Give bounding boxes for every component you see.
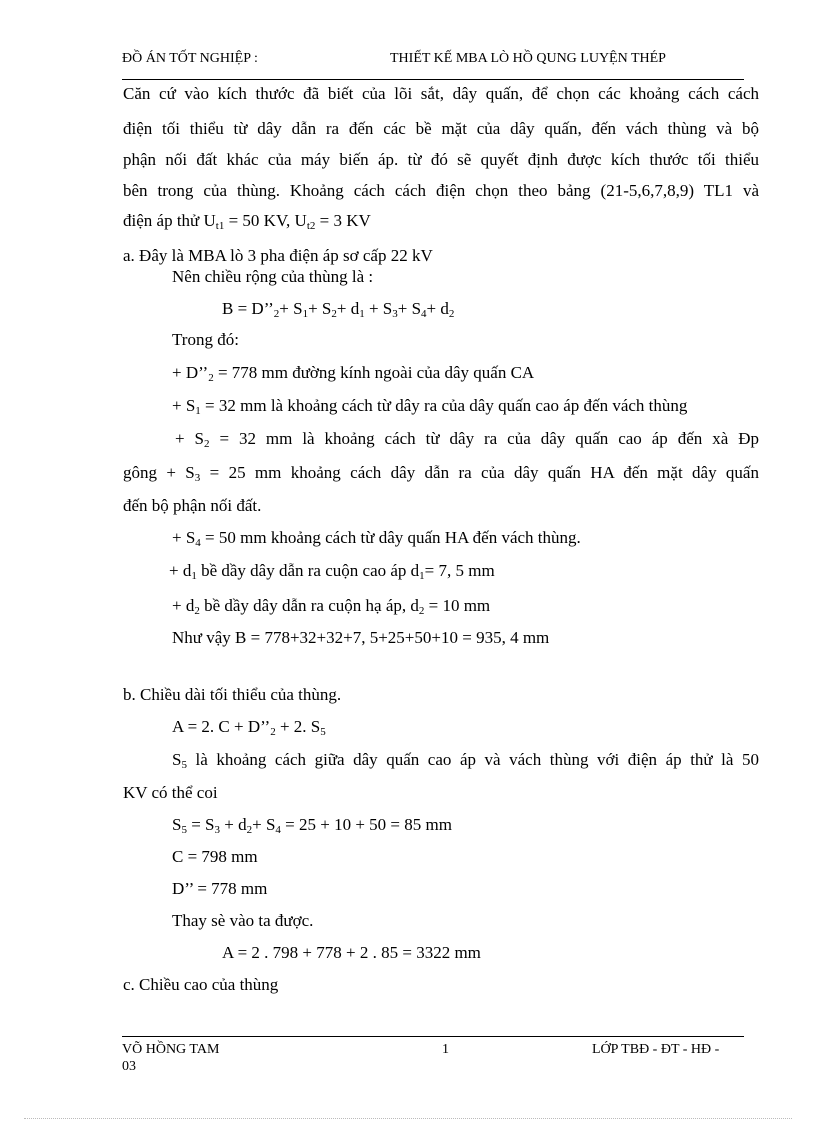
- item-s3-cont: đến bộ phận nối đất.: [123, 496, 262, 515]
- item-s3: gông + $S_3 = 25$ mm khoảng cách dây dẫn ra của dây quấn HA đến mặt dây quấn: [123, 463, 759, 484]
- width-result: Như vậy B = 778+32+32+7, 5+25+50+10 = 935, 4 mm: [172, 628, 550, 647]
- page-number: 1: [442, 1042, 449, 1057]
- header-left: ĐỒ ÁN TỐT NGHIỆP :: [122, 51, 258, 66]
- s5-definition-cont: KV có thể coi: [123, 783, 218, 802]
- item-s1: + $S_1 = 32$ mm là khoảng cách từ dây ra của dây quấn cao áp đến vách thùng: [172, 396, 688, 417]
- section-c-heading: c. Chiều cao của thùng: [123, 975, 279, 994]
- d-value: D’’ = 778 mm: [172, 879, 268, 898]
- substitution-label: Thay sè vào ta được.: [172, 911, 314, 930]
- intro-line-3: phận nối đất khác của máy biến áp. từ đó sẽ quyết định được kích thước tối thiểu: [123, 150, 759, 169]
- section-b-heading: b. Chiều dài tối thiểu của thùng.: [123, 685, 342, 704]
- footer-author-cont: 03: [122, 1059, 136, 1074]
- intro-line-2: điện tối thiểu từ dây dẫn ra đến các bề mặt của dây quấn, đến vách thùng và bộ: [123, 119, 759, 138]
- s5-equation: $S_5 = S_3 + d_2+ S_4 = 25 + 10 + 50 = 85$ mm: [172, 815, 452, 836]
- item-d2: + $D’’_2 = 778$ mm đường kính ngoài của dây quấn CA: [172, 363, 535, 384]
- footer-rule: [122, 1036, 744, 1037]
- width-formula: $B = D’’_2+ S_1+ S_2+ d_1 + S_3+ S_4+ d_2$: [222, 299, 455, 320]
- width-intro: Nên chiều rộng của thùng là :: [172, 267, 374, 286]
- footer-author: VÕ HỒNG TAM: [122, 1042, 220, 1057]
- header-rule: [122, 79, 744, 80]
- length-result: A = 2 . 798 + 778 + 2 . 85 = 3322 mm: [222, 943, 481, 962]
- where-label: Trong đó:: [172, 330, 239, 349]
- c-value: C = 798 mm: [172, 847, 258, 866]
- length-formula: A = 2. $C + D’’_2 + 2$. $S_5$: [172, 717, 326, 738]
- intro-line-5: điện áp thử $U_{t1} = 50$ KV, $U_{t2} = 3$ KV: [123, 211, 371, 232]
- header-right: THIẾT KẾ MBA LÒ HỒ QUNG LUYỆN THÉP: [390, 51, 666, 66]
- footer-class: LỚP TBĐ - ĐT - HĐ -: [592, 1042, 720, 1057]
- item-d1: + $d_1$ bề dầy dây dẫn ra cuộn cao áp $d_1= 7$, 5 mm: [169, 561, 495, 582]
- item-s2: + $S_2 = 32$ mm là khoảng cách từ dây ra của dây quấn cao áp đến xà Đp: [175, 429, 760, 450]
- section-a-heading: a. Đây là MBA lò 3 pha điện áp sơ cấp 22 kV: [123, 246, 433, 265]
- intro-line-1: Căn cứ vào kích thước đã biết của lõi sắt, dây quấn, để chọn các khoảng cách cách: [123, 84, 759, 103]
- s5-definition: $S_5$ là khoảng cách giữa dây quấn cao áp và vách thùng với điện áp thử là 50: [172, 750, 759, 771]
- page-bottom-divider: [24, 1118, 792, 1119]
- item-s4: + $S_4 = 50$ mm khoảng cách từ dây quấn HA đến vách thùng.: [172, 528, 581, 549]
- item-d2-thickness: + $d_2$ bề dầy dây dẫn ra cuộn hạ áp, $d_2 = 10$ mm: [172, 596, 491, 617]
- intro-line-4: bên trong của thùng. Khoảng cách cách điện chọn theo bảng (21-5,6,7,8,9) TL1 và: [123, 181, 759, 200]
